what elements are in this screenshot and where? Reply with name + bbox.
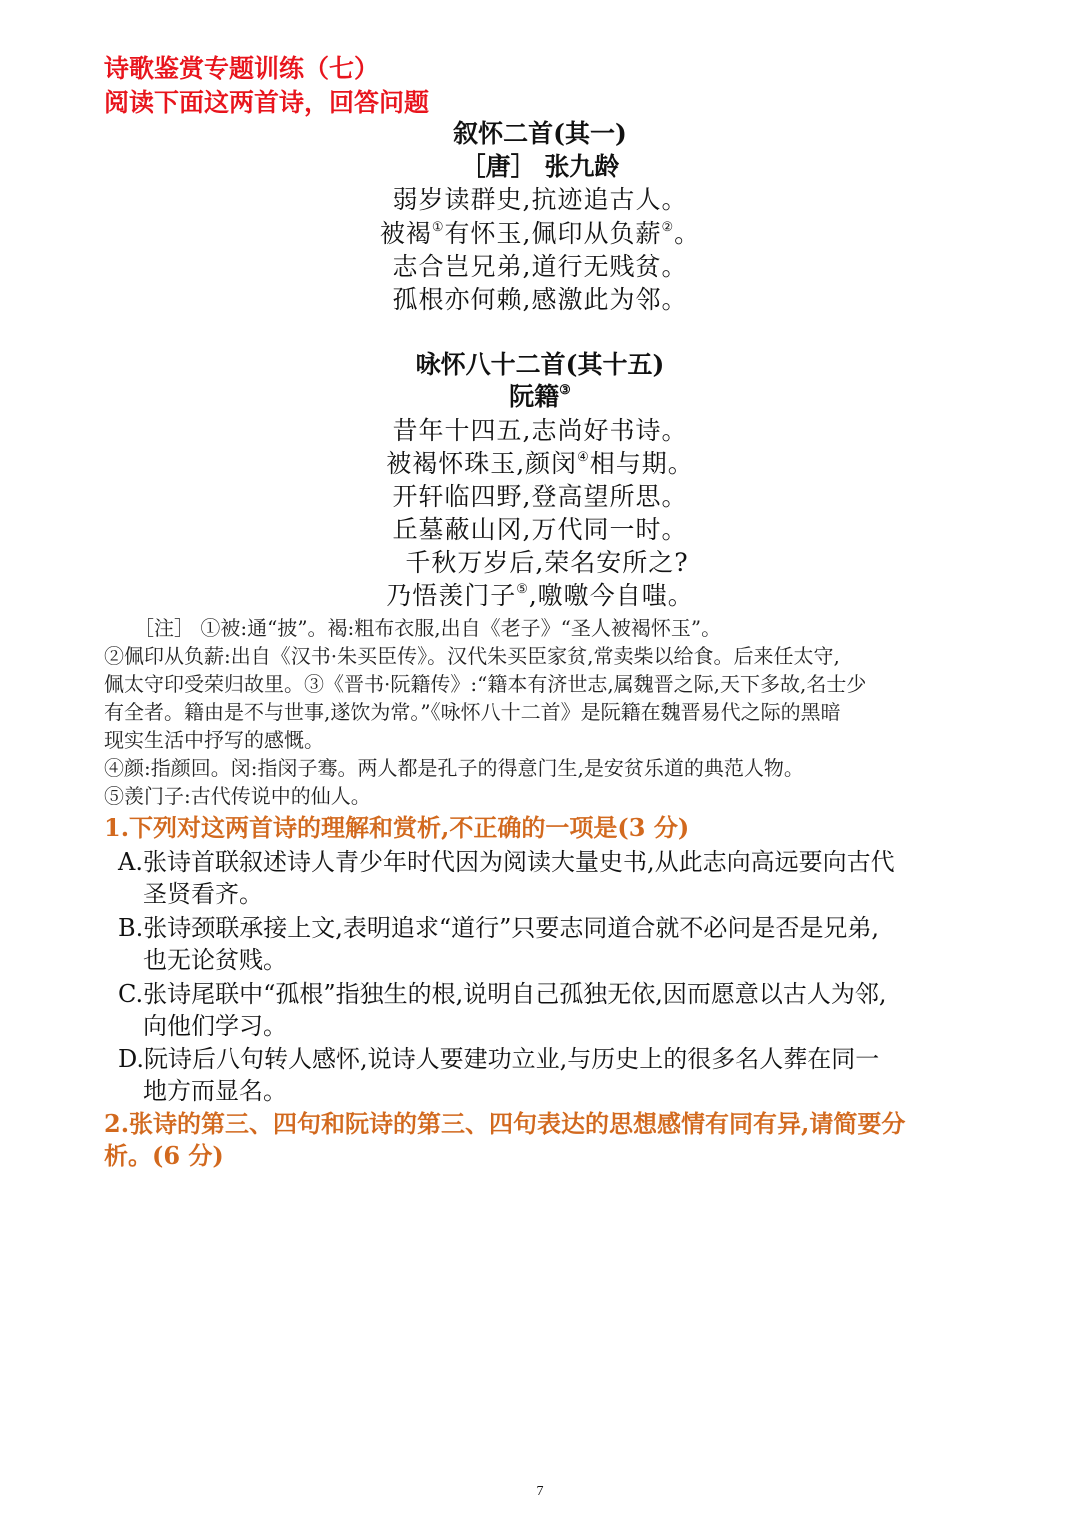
poem2-line-6-part-b: ,噭噭今自嗤。 xyxy=(528,581,694,610)
note-line-5: 现实生活中抒写的感慨。 xyxy=(104,728,324,752)
option-d: D.阮诗后八句转人感怀,说诗人要建功立业,与历史上的很多名人葬在同一 xyxy=(118,1045,880,1073)
poem2-line-6 xyxy=(0,580,1080,612)
note-line-2: ②佩印从负薪:出自《汉书·朱买臣传》。汉代朱买臣家贫,常卖柴以给食。后来任太守, xyxy=(104,644,840,668)
poem1-line-3: 志合岂兄弟,道行无贱贫。 xyxy=(392,252,688,281)
question-1-stem: 1.下列对这两首诗的理解和赏析,不正确的一项是(3 分) xyxy=(104,813,690,842)
poem2-line-2-part-a: 被褐怀珠玉,颜闵 xyxy=(386,449,578,478)
option-b-continued: 也无论贫贱。 xyxy=(143,946,287,974)
poem2-line-2 xyxy=(0,448,1080,480)
reading-instruction: 阅读下面这两首诗，回答问题 xyxy=(104,88,430,117)
note-line-3: 佩太守印受荣归故里。③《晋书·阮籍传》:“籍本有济世志,属魏晋之际,天下多故,名士少 xyxy=(104,672,867,696)
poem2-title: 咏怀八十二首(其十五) xyxy=(415,350,665,379)
poem2-line-1: 昔年十四五,志尚好书诗。 xyxy=(392,416,688,445)
poem1-title: 叙怀二首(其一) xyxy=(453,119,627,148)
poem1-line-2 xyxy=(0,218,1080,250)
page-number: 7 xyxy=(536,1484,544,1499)
footnote-marker-3: ③ xyxy=(559,383,571,398)
poem2-author-name: 阮籍 xyxy=(509,382,560,411)
note-line-1: ［注］ ①被:通“披”。褐:粗布衣服,出自《老子》“圣人被褐怀玉”。 xyxy=(134,616,722,640)
poem1-line-2-part-c: 。 xyxy=(674,219,701,248)
option-c: C.张诗尾联中“孤根”指独生的根,说明自己孤独无依,因而愿意以古人为邻, xyxy=(118,980,887,1008)
footnote-marker-4: ④ xyxy=(577,450,590,465)
question-2-line-1: 2.张诗的第三、四句和阮诗的第三、四句表达的思想感情有同有异,请简要分 xyxy=(104,1109,906,1138)
worksheet-title: 诗歌鉴赏专题训练（七） xyxy=(104,54,380,83)
footnote-marker-2: ② xyxy=(661,220,675,235)
option-a-continued: 圣贤看齐。 xyxy=(143,880,263,908)
poem2-line-4: 丘墓蔽山冈,万代同一时。 xyxy=(392,515,688,544)
poem1-line-1: 弱岁读群史,抗迹追古人。 xyxy=(392,185,688,214)
option-c-continued: 向他们学习。 xyxy=(143,1012,287,1040)
poem2-author xyxy=(0,381,1080,413)
poem1-line-2-part-b: 有怀玉,佩印从负薪 xyxy=(444,219,662,248)
poem1-line-2-part-a: 被褐 xyxy=(379,219,432,248)
poem2-line-5: 千秋万岁后,荣名安所之? xyxy=(405,548,689,577)
poem1-author: ［唐］ 张九龄 xyxy=(460,152,620,181)
note-line-6: ④颜:指颜回。闵:指闵子骞。两人都是孔子的得意门生,是安贫乐道的典范人物。 xyxy=(104,756,804,780)
poem2-line-3: 开轩临四野,登高望所思。 xyxy=(392,482,688,511)
poem1-line-4: 孤根亦何赖,感激此为邻。 xyxy=(392,285,688,314)
poem2-line-6-part-a: 乃悟羡门子 xyxy=(386,581,517,610)
footnote-marker-1: ① xyxy=(431,220,445,235)
question-2-line-2: 析。(6 分) xyxy=(104,1141,224,1170)
option-d-continued: 地方而显名。 xyxy=(143,1077,287,1105)
option-b: B.张诗颈联承接上文,表明追求“道行”只要志同道合就不必问是否是兄弟, xyxy=(118,914,880,942)
option-a: A.张诗首联叙述诗人青少年时代因为阅读大量史书,从此志向高远要向古代 xyxy=(118,848,895,876)
poem2-line-2-part-b: 相与期。 xyxy=(589,449,694,478)
note-line-4: 有全者。籍由是不与世事,遂饮为常。”《咏怀八十二首》是阮籍在魏晋易代之际的黑暗 xyxy=(104,700,841,724)
footnote-marker-5: ⑤ xyxy=(516,582,529,597)
note-line-7: ⑤羡门子:古代传说中的仙人。 xyxy=(104,784,371,808)
